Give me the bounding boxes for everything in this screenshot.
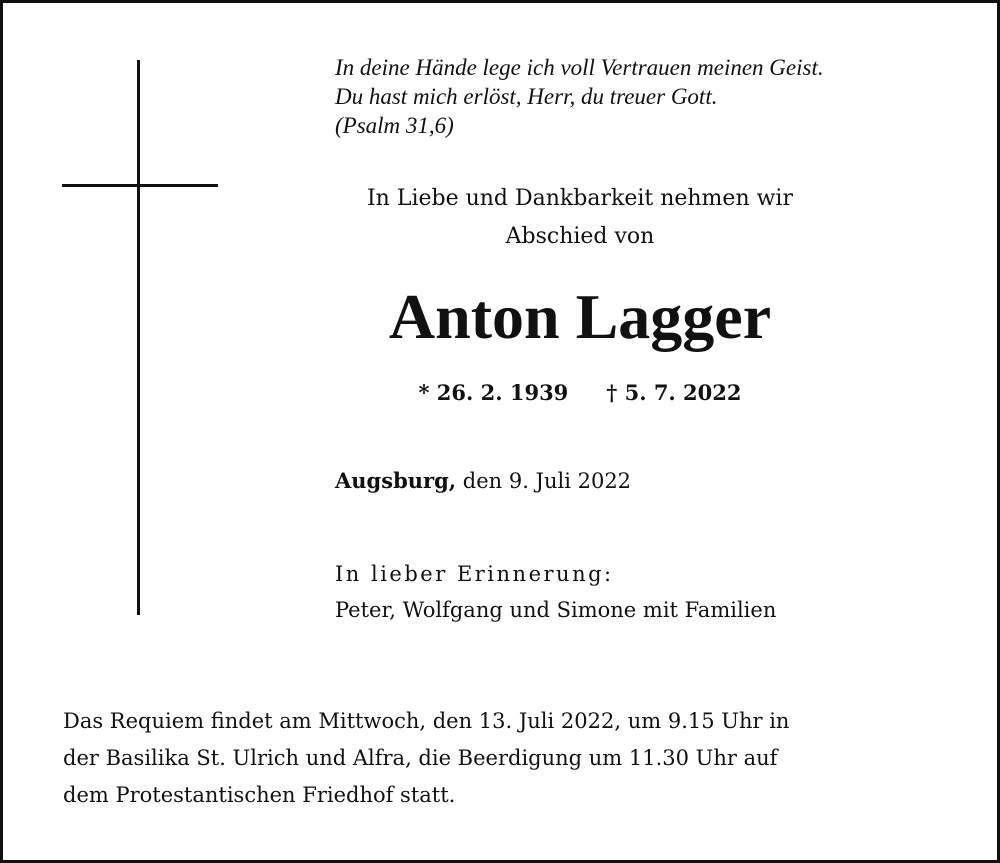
place-and-date xyxy=(335,465,631,497)
requiem-info xyxy=(63,703,943,814)
requiem-line-1: Das Requiem findet am Mittwoch, den 13. Juli 2022, um 9.15 Uhr in xyxy=(63,709,790,733)
birth-date: * 26. 2. 1939 xyxy=(418,380,569,405)
memory-label: In lieber Erinnerung: xyxy=(335,562,614,586)
death-date: † 5. 7. 2022 xyxy=(606,380,742,405)
mourners xyxy=(335,556,776,628)
intro-line-2: Abschied von xyxy=(505,224,655,249)
life-dates xyxy=(303,377,857,409)
verse-line-1: In deine Hände lege ich voll Vertrauen meinen Geist. xyxy=(335,55,824,80)
deceased-name: Anton Lagger xyxy=(388,281,772,352)
psalm-verse xyxy=(335,53,955,140)
intro-line-1: In Liebe und Dankbarkeit nehmen wir xyxy=(366,186,793,211)
family-names: Peter, Wolfgang und Simone mit Familien xyxy=(335,598,777,622)
requiem-line-2: der Basilika St. Ulrich und Alfra, die Beerdigung um 11.30 Uhr auf xyxy=(63,746,778,770)
verse-line-2: Du hast mich erlöst, Herr, du treuer Gott. xyxy=(335,84,718,109)
place: Augsburg, xyxy=(335,468,457,493)
notice-date: den 9. Juli 2022 xyxy=(462,469,632,493)
farewell-intro xyxy=(303,180,857,256)
cross-icon-crossbar xyxy=(62,184,218,187)
requiem-line-3: dem Protestantischen Friedhof statt. xyxy=(63,783,456,807)
cross-icon xyxy=(137,60,140,615)
verse-reference: (Psalm 31,6) xyxy=(335,113,454,138)
